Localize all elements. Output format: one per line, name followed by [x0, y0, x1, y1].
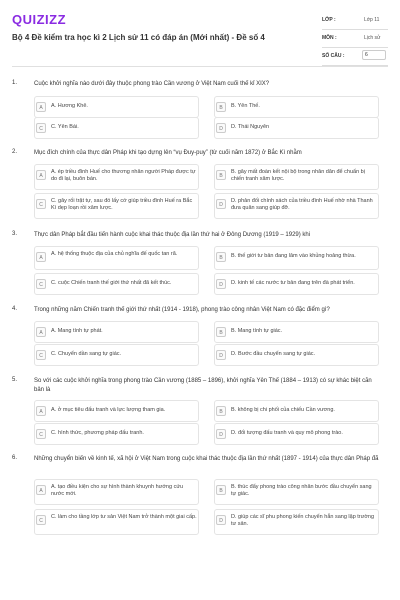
- option-text: D. giúp các sĩ phu phong kiến chuyển hẳn sang lập trường tư sản.: [231, 514, 375, 527]
- question-number: 3.: [12, 231, 18, 237]
- option-c[interactable]: [34, 273, 199, 295]
- meta-subject-row: [322, 30, 388, 48]
- option-a[interactable]: [34, 96, 199, 118]
- option-a[interactable]: [34, 321, 199, 343]
- option-c[interactable]: [34, 193, 199, 219]
- option-text: C. cuộc Chiến tranh thế giới thứ nhất đã kết thúc.: [51, 280, 172, 286]
- meta-panel: [322, 12, 388, 66]
- question-3: [12, 231, 390, 297]
- option-letter: D: [216, 429, 226, 439]
- option-letter: A: [36, 102, 46, 112]
- meta-class-row: [322, 12, 388, 30]
- option-letter: C: [36, 123, 46, 133]
- meta-class-label: LỚP :: [322, 17, 336, 23]
- option-letter: C: [36, 279, 46, 289]
- question-1: [12, 80, 390, 140]
- option-text: B. Mang tính tự giác.: [231, 328, 283, 334]
- option-text: D. Bước đầu chuyển sang tự giác.: [231, 351, 316, 357]
- option-b[interactable]: [214, 321, 379, 343]
- option-letter: C: [36, 515, 46, 525]
- option-letter: C: [36, 199, 46, 209]
- question-text: Cuộc khởi nghĩa nào dưới đây thuộc phong trào Cần vương ở Việt Nam cuối thế kỉ XIX?: [34, 81, 270, 87]
- quizizz-logo: QUIZIZZ: [12, 12, 67, 27]
- option-d[interactable]: [214, 273, 379, 295]
- option-letter: D: [216, 515, 226, 525]
- option-text: B. thúc đẩy phong trào công nhân bước đầu chuyển sang tự giác.: [231, 484, 372, 497]
- option-a[interactable]: [34, 246, 199, 270]
- option-text: B. thế giới tư bản đang lâm vào khủng hoảng thừa.: [231, 253, 356, 259]
- option-letter: B: [216, 252, 226, 262]
- option-text: C. Yên Bái.: [51, 124, 79, 130]
- option-d[interactable]: [214, 423, 379, 445]
- question-2: [12, 149, 390, 221]
- option-letter: C: [36, 429, 46, 439]
- option-letter: B: [216, 485, 226, 495]
- option-letter: C: [36, 350, 46, 360]
- meta-count-value: 6: [362, 50, 386, 60]
- option-c[interactable]: [34, 117, 199, 139]
- option-d[interactable]: [214, 117, 379, 139]
- question-number: 1.: [12, 80, 18, 86]
- option-letter: D: [216, 279, 226, 289]
- option-letter: D: [216, 350, 226, 360]
- meta-class-value: Lớp 11: [364, 17, 380, 23]
- question-number: 5.: [12, 377, 18, 383]
- option-letter: D: [216, 123, 226, 133]
- option-letter: A: [36, 406, 46, 416]
- option-c[interactable]: [34, 509, 199, 535]
- option-letter: B: [216, 170, 226, 180]
- option-b[interactable]: [214, 164, 379, 190]
- option-text: C. hình thức, phương pháp đấu tranh.: [51, 430, 144, 436]
- question-4: [12, 306, 390, 368]
- page-header: [0, 0, 400, 70]
- option-letter: A: [36, 327, 46, 337]
- option-text: C. làm cho tầng lớp tư sản Việt Nam trở thành một giai cấp.: [51, 514, 197, 520]
- option-b[interactable]: [214, 400, 379, 422]
- option-d[interactable]: [214, 193, 379, 219]
- header-divider: [12, 66, 388, 67]
- option-a[interactable]: [34, 479, 199, 505]
- question-text: Những chuyển biến về kinh tế, xã hội ở Việt Nam trong cuộc khai thác thuộc địa lần thứ nhất (1897 - 1914) của thực dân Pháp đã: [34, 456, 379, 462]
- option-text: C. Chuyển dần sang tự giác.: [51, 351, 122, 357]
- option-text: A. ép triều đình Huế cho thương nhân người Pháp được tự do đi lại, buôn bán.: [51, 169, 196, 182]
- option-c[interactable]: [34, 423, 199, 445]
- option-b[interactable]: [214, 479, 379, 505]
- question-number: 6.: [12, 455, 18, 461]
- option-letter: A: [36, 170, 46, 180]
- option-text: D. kinh tế các nước tư bản đang trên đà phát triển.: [231, 280, 355, 286]
- option-text: A. hệ thống thuộc địa của chủ nghĩa đế quốc tan rã.: [51, 251, 178, 257]
- question-6: [12, 455, 390, 545]
- option-letter: A: [36, 485, 46, 495]
- option-text: B. Yên Thế.: [231, 103, 260, 109]
- meta-count-row: [322, 48, 388, 66]
- option-b[interactable]: [214, 246, 379, 270]
- option-letter: A: [36, 252, 46, 262]
- question-text: Thực dân Pháp bắt đầu tiến hành cuộc khai thác thuộc địa lần thứ hai ở Đông Dương (1919 – 1929) khi: [34, 232, 311, 238]
- question-text: Trong những năm Chiến tranh thế giới thứ nhất (1914 - 1918), phong trào công nhân Việt Nam có đặc điểm gì?: [34, 307, 330, 313]
- option-text: B. không bị chi phối của chiếu Cần vương.: [231, 407, 335, 413]
- option-d[interactable]: [214, 509, 379, 535]
- option-text: B. gây mất đoàn kết nội bộ trong nhân dân để chuẩn bị chiến tranh xâm lược.: [231, 169, 365, 182]
- page-title: Bộ 4 Đề kiểm tra học kì 2 Lịch sử 11 có đáp án (Mới nhất) - Đề số 4: [12, 33, 265, 42]
- option-letter: B: [216, 102, 226, 112]
- question-text: So với các cuộc khởi nghĩa trong phong trào Cần vương (1885 – 1896), khởi nghĩa Yên Thế (1884 – 1913) có sự khác biệt căn bản là: [34, 378, 372, 393]
- option-letter: B: [216, 406, 226, 416]
- option-letter: B: [216, 327, 226, 337]
- meta-count-label: SỐ CÂU :: [322, 53, 345, 59]
- option-text: C. gây rối trật tự, sau đó lấy cớ giúp triều đình Huế ra Bắc Kì dẹp loạn rồi xâm lược.: [51, 198, 193, 211]
- option-b[interactable]: [214, 96, 379, 118]
- question-number: 4.: [12, 306, 18, 312]
- option-d[interactable]: [214, 344, 379, 366]
- meta-subject-label: MÔN :: [322, 35, 337, 41]
- question-number: 2.: [12, 149, 18, 155]
- question-5: [12, 377, 390, 445]
- option-text: D. đối tượng đấu tranh và quy mô phong trào.: [231, 430, 343, 436]
- question-text: Mục đích chính của thực dân Pháp khi tạo dựng lên “vụ Đuy-puy” (từ cuối năm 1872) ở Bắc Kì nhằm: [34, 150, 302, 156]
- option-text: D. phản đối chính sách của triều đình Huế nhờ nhà Thanh đưa quân sang giúp đỡ.: [231, 198, 373, 211]
- meta-subject-value: Lịch sử: [364, 35, 381, 41]
- option-text: A. Mang tính tự phát.: [51, 328, 103, 334]
- option-text: A. Hương Khê.: [51, 103, 88, 109]
- option-letter: D: [216, 199, 226, 209]
- option-text: A. tạo điều kiện cho sự hình thành khuynh hướng cứu nước mới.: [51, 484, 184, 497]
- option-c[interactable]: [34, 344, 199, 366]
- option-text: A. ở mục tiêu đấu tranh và lực lượng tham gia.: [51, 407, 166, 413]
- option-text: D. Thái Nguyên: [231, 124, 270, 130]
- option-a[interactable]: [34, 400, 199, 422]
- option-a[interactable]: [34, 164, 199, 190]
